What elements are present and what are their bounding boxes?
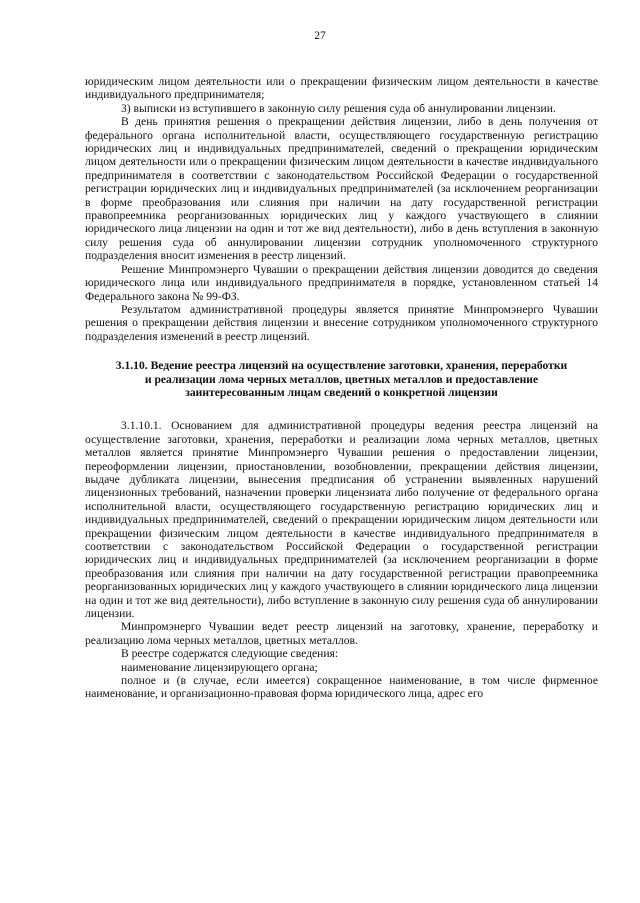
paragraph: Минпромэнерго Чувашии ведет реестр лицензий на заготовку, хранение, переработку и реализацию лома черных металлов, цветных металлов. — [85, 620, 598, 647]
paragraph: 3) выписки из вступившего в законную силу решения суда об аннулировании лицензии. — [121, 101, 556, 115]
section-heading-line: и реализации лома черных металлов, цветных металлов и предоставление — [144, 372, 539, 386]
paragraph: Результатом административной процедуры является принятие Минпромэнерго Чувашии решения о прекращении действия лицензии и внесение сотрудником уполномоченного структурного подразделения изменений в реестр лицензий. — [85, 302, 598, 343]
paragraph: наименование лицензирующего органа; — [121, 660, 318, 674]
section-heading — [85, 359, 598, 399]
page-number: 27 — [314, 30, 326, 42]
paragraph: 3.1.10.1. Основанием для административной процедуры ведения реестра лицензий на осуществление заготовки, хранения, переработки и реализации лома черных металлов, цветных металлов является принятие Минпромэнерго Чувашии решения о предоставлении лицензии, переоформлении лицензии, приостановлении, возобновлении, прекращении действия лицензии, выдаче дубликата лицензии, вынесения предписания об устранении выявленных нарушений лицензионных требований, назначении проверки лицензиата либо получение от федерального органа исполнительной власти, осуществляющего государственную регистрацию юридических лиц и индивидуальных предпринимателей, сведений о прекращении юридическим лицом деятельности или прекращении физическим лицом деятельности в качестве индивидуального предпринимателя в соответствии с законодательством Российской Федерации о государственной регистрации юридических лиц и индивидуальных предпринимателей (за исключением реорганизации в форме преобразования или слияния при наличии на дату государственной регистрации правопреемника реорганизованных юридических лиц у каждого участвующего в слиянии юридического лица лицензии на один и тот же вид деятельности), либо вступление в законную силу решения суда об аннулировании лицензии. — [85, 419, 598, 621]
paragraph: Решение Минпромэнерго Чувашии о прекращении действия лицензии доводится до сведения юридического лица или индивидуального предпринимателя в порядке, установленном статьей 14 Федерального закона № 99-ФЗ. — [85, 262, 598, 303]
document-body — [85, 75, 598, 701]
paragraph: полное и (в случае, если имеется) сокращенное наименование, в том числе фирменное наименование, и организационно-правовая форма юридического лица, адрес его — [85, 674, 598, 701]
section-heading-line: заинтересованным лицам сведений о конкретной лицензии — [185, 385, 498, 399]
paragraph: юридическим лицом деятельности или о прекращении физическим лицом деятельности в качестве индивидуального предпринимателя; — [85, 75, 598, 102]
paragraph: В день принятия решения о прекращении действия лицензии, либо в день получения от федерального органа исполнительной власти, осуществляющего государственную регистрацию юридических лиц и индивидуальных предпринимателей, сведений о прекращении юридическим лицом деятельности или о прекращении физическим лицом деятельности в качестве индивидуального предпринимателя в соответствии с законодательством Российской Федерации о государственной регистрации юридических лиц и индивидуальных предпринимателей (за исключением реорганизации в форме преобразования или слияния при наличии на дату государственной регистрации правопреемника реорганизованных юридических лиц у каждого участвующего в слиянии юридического лица лицензии на один и тот же вид деятельности), либо в день вступления в законную силу решения суда об аннулировании лицензии сотрудник уполномоченного структурного подразделения вносит изменения в реестр лицензий. — [85, 115, 598, 263]
section-heading-line: 3.1.10. Ведение реестра лицензий на осуществление заготовки, хранения, переработки — [115, 359, 568, 373]
paragraph: В реестре содержатся следующие сведения: — [121, 647, 339, 661]
